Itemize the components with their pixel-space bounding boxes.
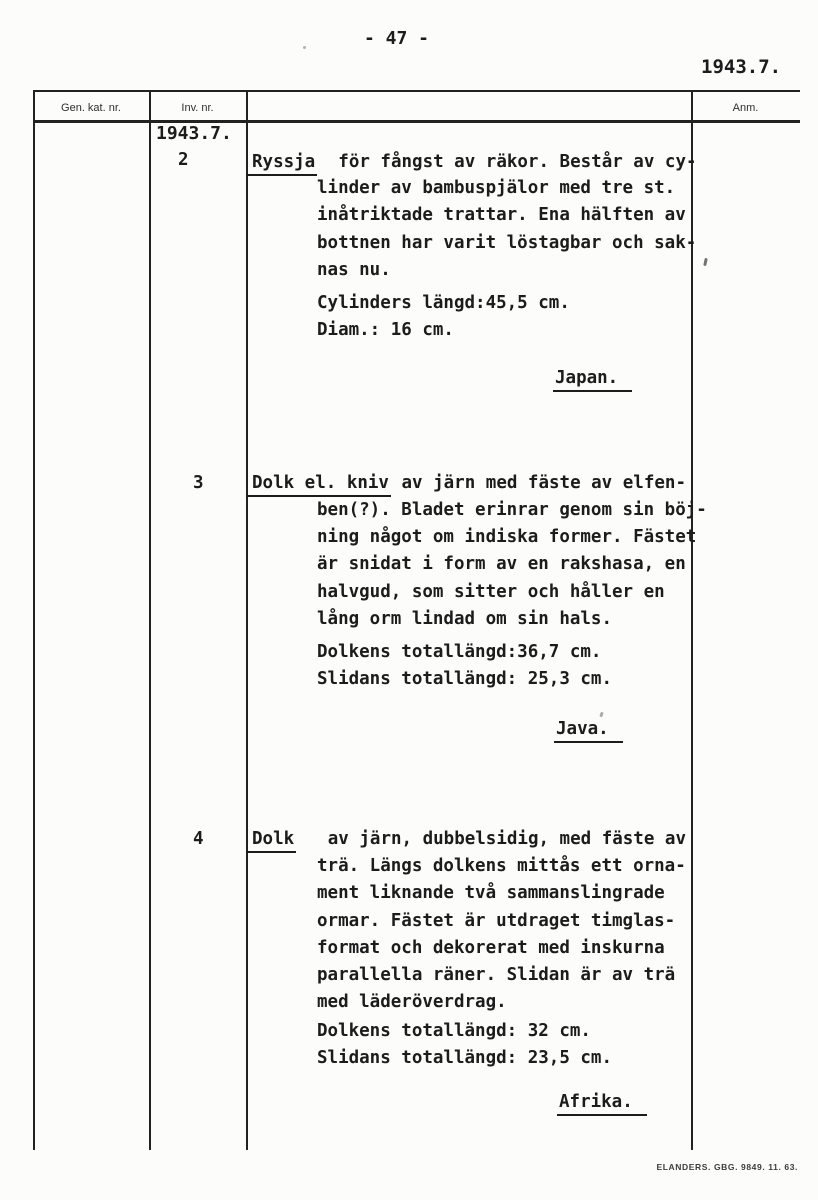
entry-measurement: Diam.: 16 cm. [317,320,454,340]
inventory-year: 1943.7. [156,123,232,144]
entry-measurement: Slidans totallängd: 23,5 cm. [317,1048,613,1068]
entry-catchword: Dolk el. kniv [246,473,391,497]
entry-origin: Japan. [553,368,632,392]
entry-first-line-rest: av järn med fäste av elfen- [390,473,686,493]
entry-first-line-rest: av järn, dubbelsidig, med fäste av [296,829,686,849]
scan-speckle [703,258,708,266]
column-divider-inv-main [246,90,248,1150]
table-header-inv-nr: Inv. nr. [181,102,214,114]
table-left-border [33,90,35,1150]
year-heading: 1943.7. [701,56,782,78]
entry-text-line: ormar. Fästet är utdraget timglas- [317,911,676,931]
entry-origin: Afrika. [557,1092,647,1116]
entry-measurement: Slidans totallängd: 25,3 cm. [317,669,613,689]
entry-first-line [252,473,686,497]
entry-measurement: Dolkens totallängd: 32 cm. [317,1021,591,1041]
entry-catchword: Ryssja [246,152,317,176]
entry-text-line: parallella räner. Slidan är av trä [317,965,676,985]
entry-text-line: ment liknande två sammanslingrade [317,883,665,903]
entry-text-line: inåtriktade trattar. Ena hälften av [317,205,686,225]
scan-speckle [303,46,306,49]
entry-text-line: lång orm lindad om sin hals. [317,609,613,629]
scan-speckle [599,712,604,718]
entry-text-line: bottnen har varit löstagbar och sak- [317,233,697,253]
entry-text-line: med läderöverdrag. [317,992,507,1012]
entry-origin-wrap [555,368,632,392]
entry-measurement: Dolkens totallängd:36,7 cm. [317,642,602,662]
entry-text-line: ning något om indiska former. Fästet [317,527,697,547]
entry-text-line: linder av bambuspjälor med tre st. [317,178,676,198]
entry-first-line-rest: för fångst av räkor. Består av cy- [317,152,697,172]
entry-text-line: ben(?). Bladet erinrar genom sin böj- [317,500,707,520]
entry-catchword: Dolk [246,829,296,853]
column-divider-genkat-inv [149,90,151,1150]
entry-inv-no: 2 [178,150,189,170]
entry-origin: Java. [554,719,623,743]
entry-text-line: halvgud, som sitter och håller en [317,582,665,602]
printer-mark: ELANDERS. GBG. 9849. 11. 63. [656,1162,798,1172]
entry-first-line [252,152,697,176]
entry-text-line: nas nu. [317,260,391,280]
entry-first-line [252,829,686,853]
table-header-anm: Anm. [732,102,759,114]
entry-inv-no: 4 [193,829,204,849]
entry-measurement: Cylinders längd:45,5 cm. [317,293,570,313]
table-header-gen-kat-nr: Gen. kat. nr. [61,102,121,114]
entry-inv-no: 3 [193,473,204,493]
entry-origin-wrap [556,719,623,743]
entry-origin-wrap [559,1092,647,1116]
page-number: - 47 - [364,28,430,49]
entry-text-line: format och dekorerat med inskurna [317,938,665,958]
entry-text-line: trä. Längs dolkens mittås ett orna- [317,856,686,876]
entry-text-line: är snidat i form av en rakshasa, en [317,554,686,574]
